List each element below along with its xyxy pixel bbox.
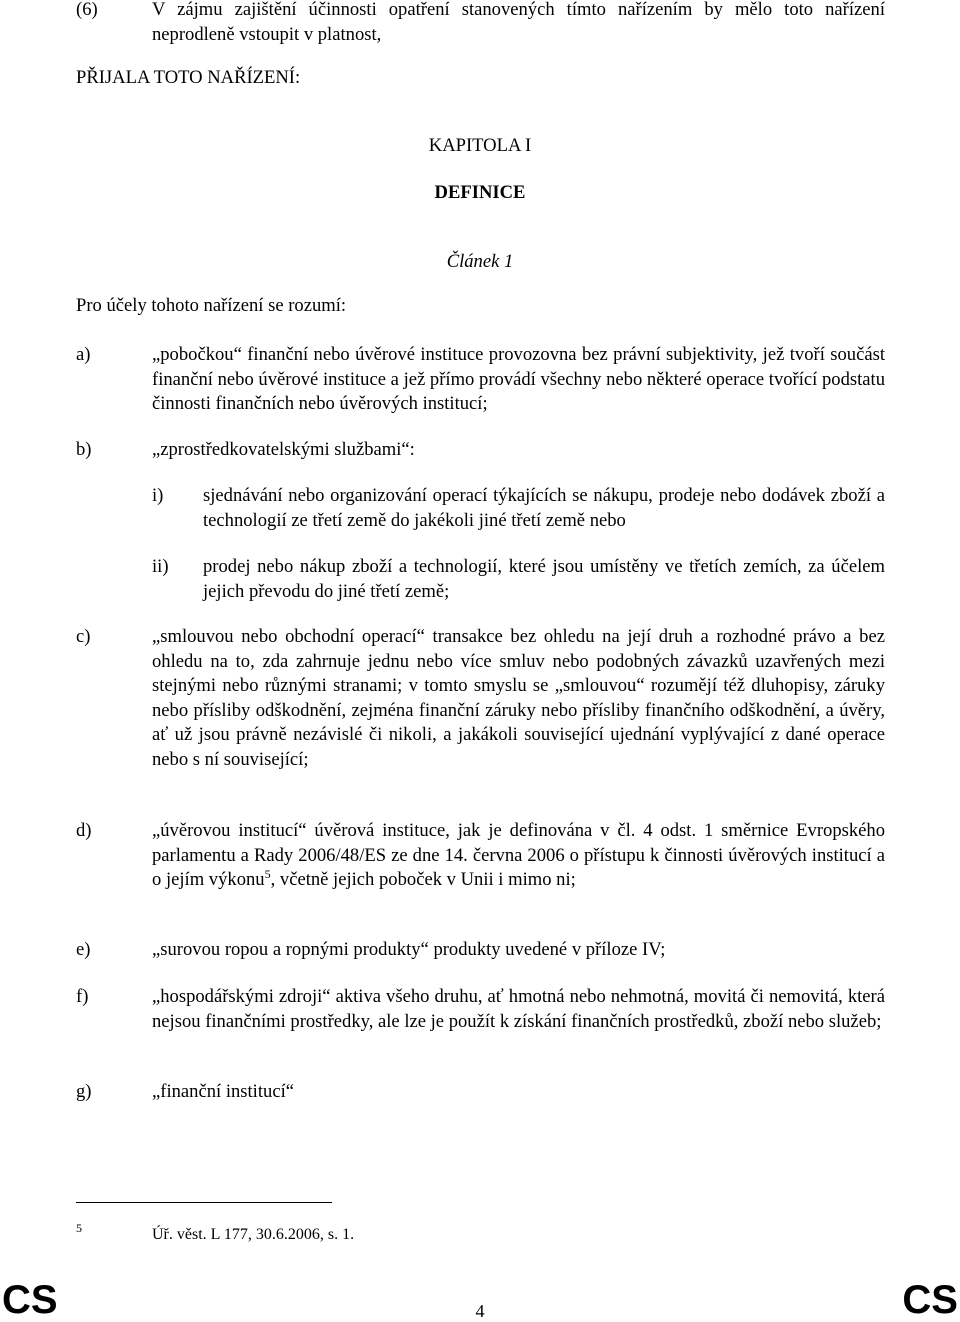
sub-item-label: i)	[152, 485, 164, 506]
footnote-text: Úř. věst. L 177, 30.6.2006, s. 1.	[152, 1226, 355, 1243]
footnote-number: 5	[76, 1221, 82, 1235]
definition-label: e)	[76, 939, 91, 960]
language-code-right: CS	[902, 1278, 958, 1322]
article-heading: Článek 1	[446, 251, 514, 272]
definition-text: „zprostředkovatelskými službami“:	[152, 439, 415, 460]
footnote-separator	[76, 1202, 332, 1203]
definition-text: „hospodářskými zdroji“ aktiva všeho druhu, ať hmotná nebo nehmotná, movitá či nemovitá, která nejsou finančními prostředky, ale lze je použít k získání finančních prostředků, zboží nebo služeb;	[152, 986, 885, 1032]
definition-text: „surovou ropou a ropnými produkty“ produkty uvedené v příloze IV;	[152, 939, 666, 960]
chapter-title: DEFINICE	[434, 182, 526, 203]
definition-text	[152, 819, 885, 893]
definition-label: a)	[76, 344, 91, 365]
definition-label: f)	[76, 986, 89, 1007]
chapter-number: KAPITOLA I	[428, 135, 532, 156]
recital-text: V zájmu zajištění účinnosti opatření stanovených tímto nařízením by mělo toto nařízení neprodleně vstoupit v platnost,	[152, 0, 885, 45]
definition-text-part: , včetně jejich poboček v Unii i mimo ni;	[270, 869, 576, 890]
page-number: 4	[475, 1301, 485, 1321]
definition-text: „finanční institucí“	[152, 1081, 294, 1102]
footnote-reference: 5	[264, 867, 271, 881]
sub-item-label: ii)	[152, 556, 169, 577]
definition-text: „pobočkou“ finanční nebo úvěrové instituce provozovna bez právní subjektivity, jež tvoří součást finanční nebo úvěrové instituce a jež přímo provádí všechny nebo některé operace tvořící podstatu činnosti finančních nebo úvěrových institucí;	[152, 344, 885, 414]
definition-text: „smlouvou nebo obchodní operací“ transakce bez ohledu na její druh a rozhodné právo a bez ohledu na to, zda zahrnuje jednu nebo více smluv nebo podobných závazků uzavřených mezi stejnými nebo různými stranami; v tomto smyslu se „smlouvou“ rozumějí též dluhopisy, záruky nebo přísliby odškodnění, zejména finanční záruky nebo přísliby finančního odškodnění, a úvěry, ať už jsou právně nezávislé či nikoli, a jakákoli související ujednání vyplývající z dané operace nebo s ní související;	[152, 626, 885, 770]
definition-label: d)	[76, 820, 92, 841]
definition-label: g)	[76, 1081, 92, 1102]
definition-text-part: „úvěrovou institucí“ úvěrová instituce, jak je definována v čl. 4 odst. 1 směrnice Evropského parlamentu a Rady 2006/48/ES ze dne 14. června 2006 o přístupu k činnosti úvěrových institucí a o jejím výkonu	[152, 820, 885, 890]
recital-label: (6)	[76, 0, 98, 20]
definition-label: c)	[76, 626, 91, 647]
definition-label: b)	[76, 439, 92, 460]
lead-in: Pro účely tohoto nařízení se rozumí:	[76, 295, 347, 316]
adopted-statement: PŘIJALA TOTO NAŘÍZENÍ:	[76, 67, 301, 88]
sub-item-text: sjednávání nebo organizování operací týkajících se nákupu, prodeje nebo dodávek zboží a technologií ze třetí země do jakékoli jiné třetí země nebo	[203, 485, 885, 531]
sub-item-text: prodej nebo nákup zboží a technologií, které jsou umístěny ve třetích zemích, za účelem jejich převodu do jiné třetí země;	[203, 556, 885, 602]
language-code-left: CS	[2, 1278, 58, 1322]
